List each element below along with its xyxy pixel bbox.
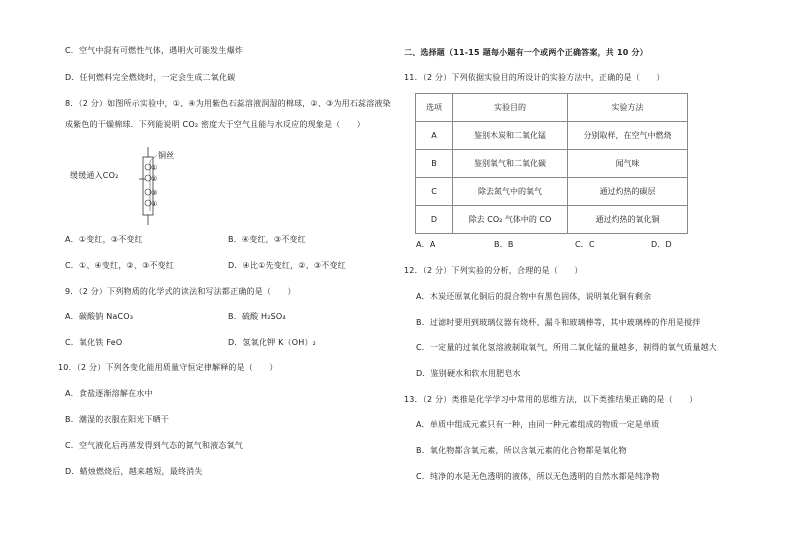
q13-option-a: A．单质中组成元素只有一种，由同一种元素组成的物质一定是单质 [416, 420, 660, 429]
q9-option-d: D．氢氧化钾 K（OH）₂ [228, 338, 317, 347]
section-title: 二、选择题（11-15 题每小题有一个或两个正确答案，共 10 分） [404, 48, 648, 57]
table-cell: 通过灼热的碳层 [568, 178, 688, 206]
q7-option-c: C．空气中混有可燃性气体，遇明火可能发生爆炸 [65, 46, 243, 55]
q9-option-c: C．氧化铁 FeO [65, 338, 123, 347]
q11-option-c: C．C [575, 240, 595, 249]
ball-label-3: ③ [151, 189, 158, 197]
ball-label-1: ① [151, 164, 158, 172]
table-cell: 鉴别氧气和二氧化碳 [453, 150, 568, 178]
table-cell: 鉴别木炭和二氧化锰 [453, 122, 568, 150]
q8-option-b: B．④变红，③不变红 [228, 235, 306, 244]
q9-option-b: B．硫酸 H₂SO₄ [228, 312, 286, 321]
table-cell: 闻气味 [568, 150, 688, 178]
table-header-cell: 实验方法 [568, 94, 688, 122]
ball-label-2: ② [151, 175, 158, 183]
q13-option-b: B．氧化物都含氧元素，所以含氧元素的化合物都是氧化物 [416, 446, 627, 455]
q11-table [415, 93, 688, 234]
q8-stem-line1: 8．（2 分）如图所示实验中，①、④为用紫色石蕊溶液润湿的棉球，②、③为用石蕊溶液染 [65, 99, 391, 108]
q9-option-a: A．碳酸钠 NaCO₃ [65, 312, 134, 321]
co2-inlet-label: 缓缓通入CO₂ [70, 171, 119, 180]
wire-label: 铜丝 [158, 151, 175, 160]
table-cell: 除去 CO₂ 气体中的 CO [453, 206, 568, 234]
table-row [416, 178, 688, 206]
q11-stem: 11．（2 分）下列依据实验目的所设计的实验方法中，正确的是（ ） [404, 73, 665, 82]
q12-option-d: D．鉴别硬水和软水用肥皂水 [416, 369, 521, 378]
table-cell: C [416, 178, 453, 206]
q13-stem: 13．（2 分）类推是化学学习中常用的思维方法，以下类推结果正确的是（ ） [404, 395, 698, 404]
q9-stem: 9．（2 分）下列物质的化学式的读法和写法都正确的是（ ） [65, 287, 296, 296]
table-row [416, 206, 688, 234]
q12-option-c: C．一定量的过氧化氢溶液制取氧气，所用二氧化锰的量越多，制得的氧气质量越大 [416, 343, 717, 352]
q8-stem-line2: 成紫色的干燥棉球．下列能说明 CO₂ 密度大于空气且能与水反应的现象是（ ） [65, 120, 365, 129]
q10-option-b: B．潮湿的衣服在阳光下晒干 [65, 415, 170, 424]
table-header-cell: 选项 [416, 94, 453, 122]
q12-option-a: A．木炭还原氧化铜后的混合物中有黑色固体，说明氧化铜有剩余 [416, 292, 652, 301]
table-cell: 分别取样，在空气中燃烧 [568, 122, 688, 150]
ball-label-4: ④ [151, 200, 158, 208]
table-header-row [416, 94, 688, 122]
table-cell: B [416, 150, 453, 178]
table-header-cell: 实验目的 [453, 94, 568, 122]
table-row [416, 150, 688, 178]
q12-option-b: B．过滤时要用到玻璃仪器有烧杯、漏斗和玻璃棒等，其中玻璃棒的作用是搅拌 [416, 318, 701, 327]
q8-option-c: C．①、④变红，②、③不变红 [65, 261, 175, 270]
q10-stem: 10．（2 分）下列各变化能用质量守恒定律解释的是（ ） [58, 363, 278, 372]
q10-option-d: D．蜡烛燃烧后，越来越短，最终消失 [65, 467, 203, 476]
q8-option-d: D．④比①先变红，②、③不变红 [228, 261, 346, 270]
table-cell: 除去氮气中的氧气 [453, 178, 568, 206]
q10-option-a: A．食盐逐渐溶解在水中 [65, 389, 153, 398]
q11-option-d: D．D [651, 240, 672, 249]
q13-option-c: C．纯净的水是无色透明的液体，所以无色透明的自然水都是纯净物 [416, 472, 660, 481]
table-cell: 通过灼热的氧化铜 [568, 206, 688, 234]
q10-option-c: C．空气液化后再蒸发得到气态的氮气和液态氧气 [65, 441, 243, 450]
q7-option-d: D．任何燃料完全燃烧时，一定会生成二氧化碳 [65, 73, 236, 82]
q11-option-b: B．B [494, 240, 514, 249]
q12-stem: 12．（2 分）下列实验的分析，合理的是（ ） [404, 266, 583, 275]
table-row [416, 122, 688, 150]
table-cell: D [416, 206, 453, 234]
table-cell: A [416, 122, 453, 150]
q8-option-a: A．①变红，③不变红 [65, 235, 143, 244]
q11-option-a: A．A [416, 240, 436, 249]
